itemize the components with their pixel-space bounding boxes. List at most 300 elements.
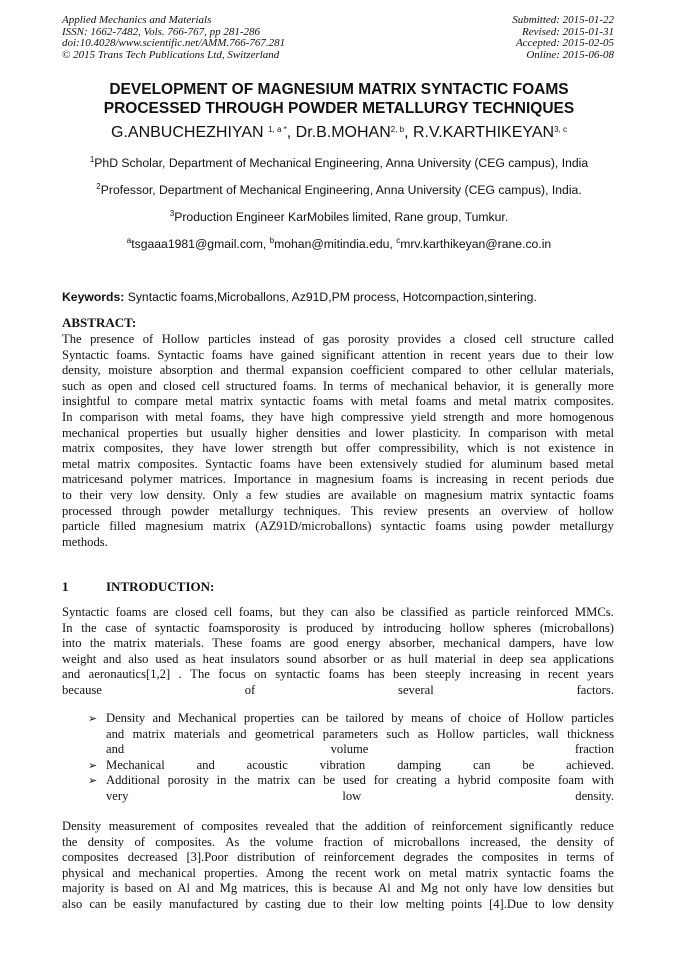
word: called (583, 332, 614, 346)
word: applications (553, 651, 614, 666)
word: yield (410, 409, 437, 424)
word: porosity (167, 773, 209, 788)
word: with (555, 425, 578, 440)
word: materials, (564, 363, 614, 378)
word: syntactic (260, 394, 306, 409)
word: composites (201, 819, 258, 833)
word: that (315, 819, 335, 833)
text-line (106, 727, 614, 743)
word: low (523, 881, 543, 896)
word: weight (62, 651, 97, 666)
word: absorption (159, 363, 213, 378)
text-line (62, 488, 614, 504)
word: casting (264, 896, 301, 911)
word: produced (306, 620, 353, 635)
word: foams (115, 605, 147, 619)
word: particles (571, 711, 614, 725)
word: plasticity. (412, 425, 461, 440)
word: to (468, 363, 479, 378)
word: deep (499, 651, 524, 666)
word: significant (321, 347, 375, 362)
word: composites. (554, 394, 614, 409)
word: very (110, 487, 133, 502)
word: a (444, 773, 451, 788)
affiliation (0, 156, 678, 170)
word: metal (429, 865, 458, 880)
email: tsgaaa1981@gmail.com, (131, 237, 270, 251)
word: [3].Poor (186, 850, 229, 865)
word: particle (472, 605, 510, 619)
word: good (313, 636, 339, 651)
text-line (62, 504, 614, 520)
word: syntactic (154, 620, 200, 635)
submitted-date: Submitted: 2015-01-22 (512, 14, 614, 26)
word: their (349, 896, 373, 911)
word: on (404, 487, 417, 502)
word: addition (364, 819, 407, 833)
word: physical (62, 865, 104, 880)
journal-name: Applied Mechanics and Materials (62, 14, 212, 26)
text-line: methods. (62, 534, 108, 549)
word: they (251, 409, 274, 424)
text-line (106, 711, 614, 727)
word: overview (501, 503, 549, 518)
word: years (488, 347, 515, 362)
text-line (62, 667, 614, 683)
separator: , (286, 124, 296, 141)
word: In (469, 425, 480, 440)
word: are (153, 605, 169, 619)
word: sea (530, 651, 547, 666)
word: metal (585, 456, 614, 471)
word: in (604, 441, 614, 456)
aff-sup: 1 (89, 155, 95, 164)
author-sup: 3, c (554, 125, 567, 134)
word: powder (171, 503, 209, 518)
word: not (523, 441, 540, 456)
journal-info (62, 15, 285, 61)
word: foams (559, 865, 591, 880)
word: provides (397, 332, 442, 346)
word: polymer (130, 472, 173, 487)
text-line: very low density. (106, 788, 614, 803)
word: Mg (420, 881, 438, 896)
word: gas (322, 332, 340, 346)
word: insulators (230, 651, 280, 666)
word: Syntactic (62, 605, 109, 619)
word: densities (296, 425, 341, 440)
aff-text: Production Engineer KarMobiles limited, Rane group, Tumkur. (174, 210, 509, 224)
text-line (62, 379, 614, 395)
word: have (280, 409, 305, 424)
word: In (322, 378, 334, 393)
word: and (453, 394, 472, 409)
word: syntactic (275, 667, 320, 682)
word: points (451, 896, 483, 911)
word: the (81, 620, 97, 635)
accepted-date: Accepted: 2015-02-05 (515, 37, 614, 49)
word: is (419, 472, 429, 487)
word: metallurgy (219, 503, 274, 518)
word: to (62, 487, 72, 502)
word: significantly (509, 819, 573, 833)
word: foams (583, 487, 614, 502)
word: Hollow (161, 332, 200, 346)
word: geometrical (254, 726, 315, 741)
word: by (361, 620, 375, 635)
text-line (62, 636, 614, 652)
separator: , (404, 124, 413, 141)
word: [4].Due (489, 896, 528, 911)
word: closed (175, 605, 208, 619)
word: particle (62, 519, 100, 534)
word: Only (213, 487, 239, 502)
word: which (467, 441, 499, 456)
word: due (522, 347, 541, 362)
word: on (254, 667, 267, 682)
word: magnesium (145, 519, 204, 534)
word: the (457, 850, 473, 865)
word: years (587, 667, 614, 682)
word: usually (210, 425, 248, 440)
word: materials (173, 726, 220, 741)
revised-date: Revised: 2015-01-31 (522, 25, 614, 38)
word: . (178, 667, 182, 682)
word: review (383, 503, 418, 518)
word: heat (202, 651, 224, 666)
word: and (103, 651, 122, 666)
word: and (491, 409, 510, 424)
word: expansion (291, 363, 344, 378)
word: Mg (219, 881, 238, 896)
word: matrix (465, 865, 499, 880)
word: density (556, 834, 594, 849)
word: reinforced (516, 605, 569, 619)
word: compressibility, (378, 441, 459, 456)
word: foams (211, 347, 243, 362)
word: also (62, 896, 83, 911)
word: existence (548, 441, 596, 456)
word: the (62, 834, 78, 849)
word: foams (415, 394, 447, 409)
word: Density (106, 711, 146, 725)
word: metal (62, 456, 90, 471)
word: creating (396, 773, 437, 788)
word: offer (345, 441, 371, 456)
word: compare (134, 394, 178, 409)
word: and (62, 667, 81, 682)
word: spheres (493, 620, 532, 635)
word: absorber (323, 651, 367, 666)
word: Importance (233, 472, 291, 487)
text-line (62, 472, 614, 488)
word: sound (286, 651, 317, 666)
word: composite (498, 773, 551, 788)
word: of (373, 834, 384, 849)
doi: doi:10.4028/www.scientific.net/AMM.766-767.281 (62, 37, 286, 49)
word: but (279, 605, 296, 619)
word: and (106, 726, 125, 741)
word: The (62, 332, 82, 346)
word: terms (339, 378, 368, 393)
word: Syntactic (157, 347, 205, 362)
word: but (597, 881, 614, 896)
authors (0, 124, 678, 142)
word: techniques. (283, 503, 341, 518)
word: the (342, 819, 358, 833)
word: increased, (470, 834, 521, 849)
title-line: DEVELOPMENT OF MAGNESIUM MATRIX SYNTACTIC FOAMS (109, 81, 569, 98)
email: mohan@mitindia.edu, (274, 237, 397, 251)
word: Density (62, 819, 102, 833)
word: closed (163, 378, 196, 393)
arrow-bullet-icon: ➢ (88, 758, 98, 772)
word: such (386, 726, 410, 741)
word: foams (435, 519, 466, 534)
section-number: 1 (62, 579, 69, 594)
author-name: R.V.KARTHIKEYAN (413, 124, 555, 141)
word: due (595, 472, 614, 487)
keywords-text: Syntactic foams,Microballons, Az91D,PM process, Hotcompaction,sintering. (124, 290, 537, 304)
word: recent (335, 865, 367, 880)
word: easily (132, 896, 163, 911)
word: more (516, 409, 543, 424)
word: to (117, 394, 128, 409)
word: cell (504, 332, 523, 346)
title-line: PROCESSED THROUGH POWDER METALLURGY TECHNIQUES (103, 100, 575, 117)
word: These (212, 636, 243, 651)
word: density (577, 896, 614, 911)
word: classified (400, 605, 449, 619)
word: of (304, 850, 315, 865)
word: syntactic (380, 519, 426, 534)
word: Hollow (526, 711, 564, 725)
word: magnesium (315, 472, 374, 487)
word: and (228, 726, 247, 741)
word: fraction (323, 834, 363, 849)
text-line (62, 348, 614, 364)
bullet-text (106, 758, 614, 774)
word: composites (481, 850, 539, 865)
word: and (152, 711, 171, 725)
text-line (62, 866, 614, 882)
word: on (408, 865, 422, 880)
word: composites, (103, 441, 164, 456)
word: steeply (425, 667, 461, 682)
word: Mechanical (177, 711, 237, 725)
aff-text: Professor, Department of Mechanical Engineering, Anna University (CEG campus), India. (100, 183, 582, 197)
word: is (318, 881, 327, 896)
word: porosity (347, 332, 390, 346)
word: be (323, 773, 336, 788)
word: matrix (212, 519, 246, 534)
word: foams (259, 456, 291, 471)
word: on (159, 881, 172, 896)
word: means (411, 711, 444, 725)
word: low (551, 896, 571, 911)
word: properties (243, 711, 295, 725)
text-line (62, 605, 614, 621)
intro-paragraph (62, 605, 614, 699)
word: matrix (513, 394, 547, 409)
text-line (62, 835, 614, 851)
abstract-heading: ABSTRACT: (62, 315, 137, 330)
word: high (311, 409, 334, 424)
word: they (302, 605, 325, 619)
word: aeronautics[1,2] (88, 667, 171, 682)
word: terms (566, 850, 595, 865)
word: density, (62, 363, 101, 378)
word: generally (534, 378, 582, 393)
word: and (220, 363, 239, 378)
text-line (62, 819, 614, 835)
word: matrix (132, 726, 166, 741)
word: such (62, 378, 86, 393)
affiliation (0, 210, 678, 224)
word: (AZ91D/microballons) (255, 519, 372, 534)
word: Al (177, 881, 190, 896)
word: matrix (113, 636, 147, 651)
affiliation (0, 183, 678, 197)
word: as (454, 605, 466, 619)
word: metal (585, 425, 614, 440)
word: filled (109, 519, 136, 534)
word: strength (271, 441, 313, 456)
word: is (110, 881, 119, 896)
word: increasing (469, 667, 522, 682)
word: and (348, 425, 367, 440)
word: low (140, 487, 160, 502)
text-line (62, 441, 614, 457)
word: instead (259, 332, 295, 346)
word: used (155, 651, 179, 666)
word: can (89, 896, 107, 911)
word: but (321, 441, 338, 456)
word: an (479, 503, 492, 518)
word: matrix (490, 487, 524, 502)
word: MMCs. (574, 605, 614, 619)
word: matrix (62, 441, 95, 456)
word: as (185, 651, 196, 666)
word: syntactic (506, 865, 552, 880)
word: have (249, 347, 274, 362)
word: been (329, 456, 353, 471)
word: are (289, 636, 305, 651)
word: based (124, 881, 154, 896)
word: foams, (210, 409, 245, 424)
email-sup: a (126, 236, 132, 245)
word: foams (328, 667, 360, 682)
word: cell (214, 605, 233, 619)
word: focus (218, 667, 246, 682)
word: degrades (403, 850, 449, 865)
word: this (294, 881, 313, 896)
word: foams. (116, 347, 151, 362)
word: used (342, 773, 366, 788)
word: Hollow (436, 726, 475, 741)
word: mechanical (390, 378, 448, 393)
density-paragraph (62, 819, 614, 913)
word: moisture (108, 363, 153, 378)
word: of (413, 819, 425, 833)
word: distribution (237, 850, 296, 865)
word: low (379, 896, 399, 911)
word: properties. (204, 865, 258, 880)
word: of (558, 503, 569, 518)
word: increasing (435, 472, 488, 487)
word: as (390, 651, 402, 666)
word: reinforcement (431, 819, 503, 833)
word: or (373, 651, 385, 666)
word: based (549, 456, 579, 471)
word: metal (380, 394, 409, 409)
word: particles, (482, 726, 529, 741)
word: foams, (238, 605, 273, 619)
word: syntactic (530, 487, 576, 502)
word: revealed (265, 819, 309, 833)
word: in (482, 651, 493, 666)
word: comparison (79, 409, 139, 424)
word: and (112, 865, 131, 880)
text-line (62, 332, 614, 348)
word: work (374, 865, 401, 880)
word: have (202, 441, 227, 456)
word: strength (443, 409, 484, 424)
word: be (326, 711, 339, 725)
word: measurement (108, 819, 176, 833)
word: closed (463, 332, 496, 346)
word: composites. (155, 834, 216, 849)
word: density (87, 834, 125, 849)
text-line: and volume fraction (106, 742, 614, 757)
word: The (190, 667, 210, 682)
word: not (443, 881, 460, 896)
word: of (183, 819, 194, 833)
word: foams (381, 472, 413, 487)
word: matricesand (62, 472, 123, 487)
word: be (381, 605, 394, 619)
arrow-bullet-icon: ➢ (88, 712, 98, 725)
word: of (142, 332, 154, 346)
word: Al (378, 881, 391, 896)
word: to (332, 896, 343, 911)
word: of (373, 378, 385, 393)
word: their (79, 487, 103, 502)
word: using (475, 519, 503, 534)
text-line: because of several factors. (62, 682, 614, 697)
text-line (62, 457, 614, 473)
word: properties (127, 425, 179, 440)
word: it (507, 378, 515, 393)
word: Among (265, 865, 304, 880)
word: matrices. (180, 472, 226, 487)
word: case (105, 620, 127, 635)
aff-sup: 2 (96, 182, 101, 191)
text-line (62, 850, 614, 866)
word: have (493, 881, 518, 896)
word: compared (411, 363, 462, 378)
word: higher (255, 425, 288, 440)
word: a (449, 332, 456, 346)
author-name: G.ANBUCHEZHIYAN (111, 124, 269, 141)
aff-text: PhD Scholar, Department of Mechanical Engineering, Anna University (CEG campus), India (94, 156, 589, 170)
online-date: Online: 2015-06-08 (526, 48, 614, 61)
email-sup: b (269, 236, 275, 245)
word: mechanical (62, 425, 120, 440)
word: is (520, 378, 529, 393)
word: the (89, 636, 106, 651)
word: of (603, 834, 614, 849)
